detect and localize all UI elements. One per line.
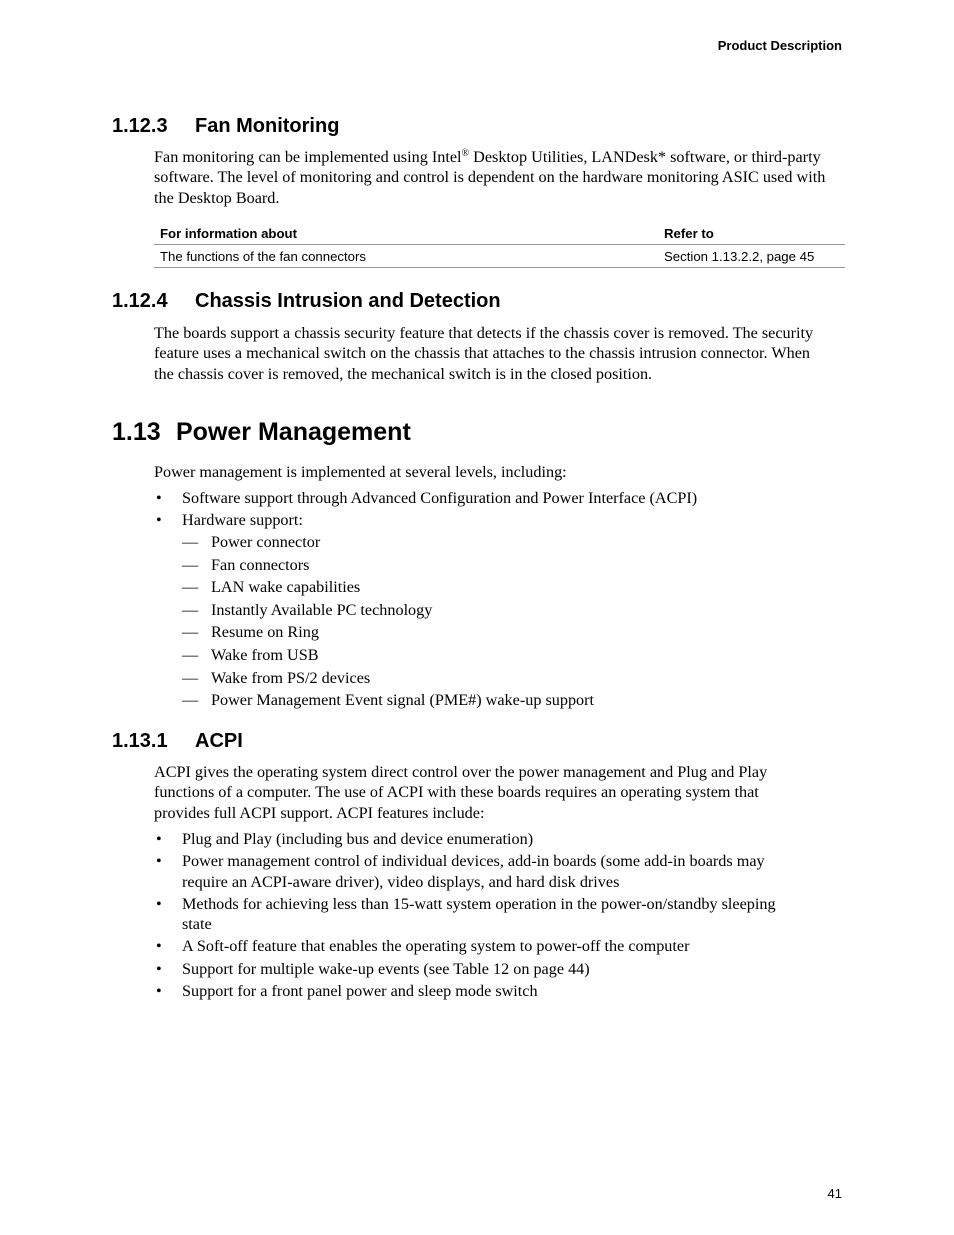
section-heading-acpi	[112, 730, 243, 753]
fan-monitoring-paragraph	[154, 147, 844, 208]
bullet-icon: •	[156, 489, 162, 507]
list-item-text: LAN wake capabilities	[211, 578, 361, 597]
bullet-icon: •	[156, 852, 162, 871]
dash-icon: —	[182, 555, 199, 574]
list-item	[182, 531, 594, 554]
section-title: Chassis Intrusion and Detection	[195, 290, 501, 312]
list-item-text: Power management control of individual devices, add-in boards (some add-in boards may require an ACPI-aware driver), video displays, and hard disk drives	[182, 852, 765, 891]
section-number: 1.13.1	[112, 730, 168, 752]
power-management-list	[154, 488, 844, 533]
list-item	[154, 981, 804, 1001]
list-item	[182, 667, 594, 690]
section-title: Power Management	[176, 418, 411, 446]
paragraph-text: Desktop Utilities, LANDesk* software, or third-party software. The level of monitoring and control is dependent on the hardware monitoring ASIC used with the Desktop Board.	[154, 148, 826, 207]
column-header: Refer to	[658, 222, 845, 245]
list-item	[154, 959, 804, 979]
column-header: For information about	[154, 222, 658, 245]
section-number: 1.12.4	[112, 290, 168, 312]
section-number: 1.12.3	[112, 115, 168, 137]
registered-mark: ®	[461, 148, 470, 159]
dash-icon: —	[182, 578, 199, 597]
bullet-icon: •	[156, 937, 162, 956]
list-item-text: Plug and Play (including bus and device enumeration)	[182, 830, 534, 848]
list-item	[182, 554, 594, 577]
paragraph-text: Fan monitoring can be implemented using Intel	[154, 148, 462, 166]
list-item-text: A Soft-off feature that enables the operating system to power-off the computer	[182, 937, 690, 956]
list-item-text: Instantly Available PC technology	[211, 600, 433, 619]
list-item	[182, 689, 594, 712]
running-header: Product Description	[717, 38, 842, 53]
section-title: Fan Monitoring	[195, 115, 340, 137]
power-management-intro: Power management is implemented at several levels, including:	[154, 463, 567, 481]
list-item-text: Wake from USB	[211, 645, 319, 664]
list-item-text: Power Management Event signal (PME#) wake-up support	[211, 691, 595, 710]
acpi-paragraph: ACPI gives the operating system direct control over the power management and Plug and Play functions of a computer. The use of ACPI with these boards requires an operating system that provides full ACPI support. ACPI features include:	[154, 763, 768, 822]
dash-icon: —	[182, 645, 199, 664]
list-item	[182, 599, 594, 622]
reference-table	[154, 222, 845, 268]
bullet-icon: •	[156, 894, 162, 913]
bullet-icon: •	[156, 830, 162, 848]
list-item	[182, 576, 594, 599]
page-number: 41	[827, 1186, 842, 1201]
list-item-text: Support for multiple wake-up events (see Table 12 on page 44)	[182, 959, 590, 978]
chassis-intrusion-paragraph: The boards support a chassis security feature that detects if the chassis cover is removed. The security feature uses a mechanical switch on the chassis that attaches to the chassis intrusion connector. When the chassis cover is removed, the mechanical switch is in the closed position.	[154, 324, 814, 383]
section-heading-fan-monitoring	[112, 115, 339, 138]
list-item-text: Power connector	[211, 533, 321, 551]
list-item-text: Resume on Ring	[211, 623, 319, 642]
bullet-icon: •	[156, 511, 162, 530]
list-item-text: Wake from PS/2 devices	[211, 668, 371, 687]
list-item	[154, 894, 804, 935]
list-item-text: Hardware support:	[182, 511, 303, 530]
list-item	[182, 621, 594, 644]
list-item	[154, 488, 844, 508]
dash-icon: —	[182, 600, 199, 619]
table-cell: The functions of the fan connectors	[154, 245, 658, 268]
dash-icon: —	[182, 623, 199, 642]
bullet-icon: •	[156, 982, 162, 1001]
table-row	[154, 245, 845, 268]
list-item	[154, 510, 844, 530]
list-item	[154, 936, 804, 956]
bullet-icon: •	[156, 959, 162, 978]
dash-icon: —	[182, 691, 199, 710]
list-item-text: Software support through Advanced Configuration and Power Interface (ACPI)	[182, 489, 698, 507]
list-item	[154, 829, 804, 849]
list-item	[154, 851, 804, 892]
list-item-text: Support for a front panel power and sleep mode switch	[182, 982, 538, 1001]
section-number: 1.13	[112, 418, 161, 446]
list-item	[182, 644, 594, 667]
table-header-row	[154, 222, 845, 245]
table-cell: Section 1.13.2.2, page 45	[658, 245, 845, 268]
list-item-text: Methods for achieving less than 15-watt system operation in the power-on/standby sleeping state	[182, 894, 776, 934]
dash-icon: —	[182, 533, 199, 551]
acpi-features-list	[154, 829, 804, 1003]
dash-icon: —	[182, 668, 199, 687]
section-heading-chassis-intrusion	[112, 290, 501, 313]
list-item-text: Fan connectors	[211, 555, 310, 574]
hardware-support-list	[182, 531, 594, 712]
section-heading-power-management	[112, 418, 411, 447]
section-title: ACPI	[195, 730, 243, 752]
